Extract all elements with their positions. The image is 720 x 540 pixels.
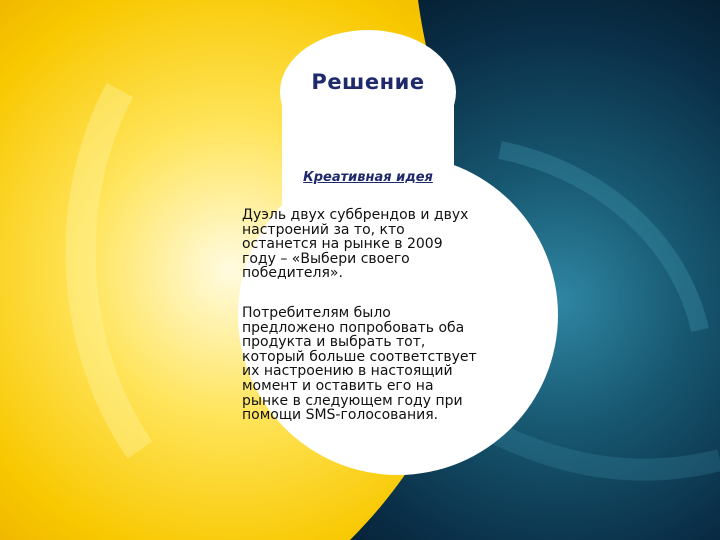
slide-title: Решение: [311, 70, 425, 94]
paragraph-consumers: Потребителям было предложено попробовать оба продукта и выбрать тот, который больше соответствует их настроению в настоящий момент и оставить его на рынке в следующем году при помощи SMS-голосования.: [242, 305, 477, 424]
paragraph-duel: Дуэль двух суббрендов и двух настроений за то, кто останется на рынке в 2009 году – «Выбери своего победителя».: [242, 207, 469, 282]
creative-idea-heading: Креативная идея: [303, 170, 433, 185]
